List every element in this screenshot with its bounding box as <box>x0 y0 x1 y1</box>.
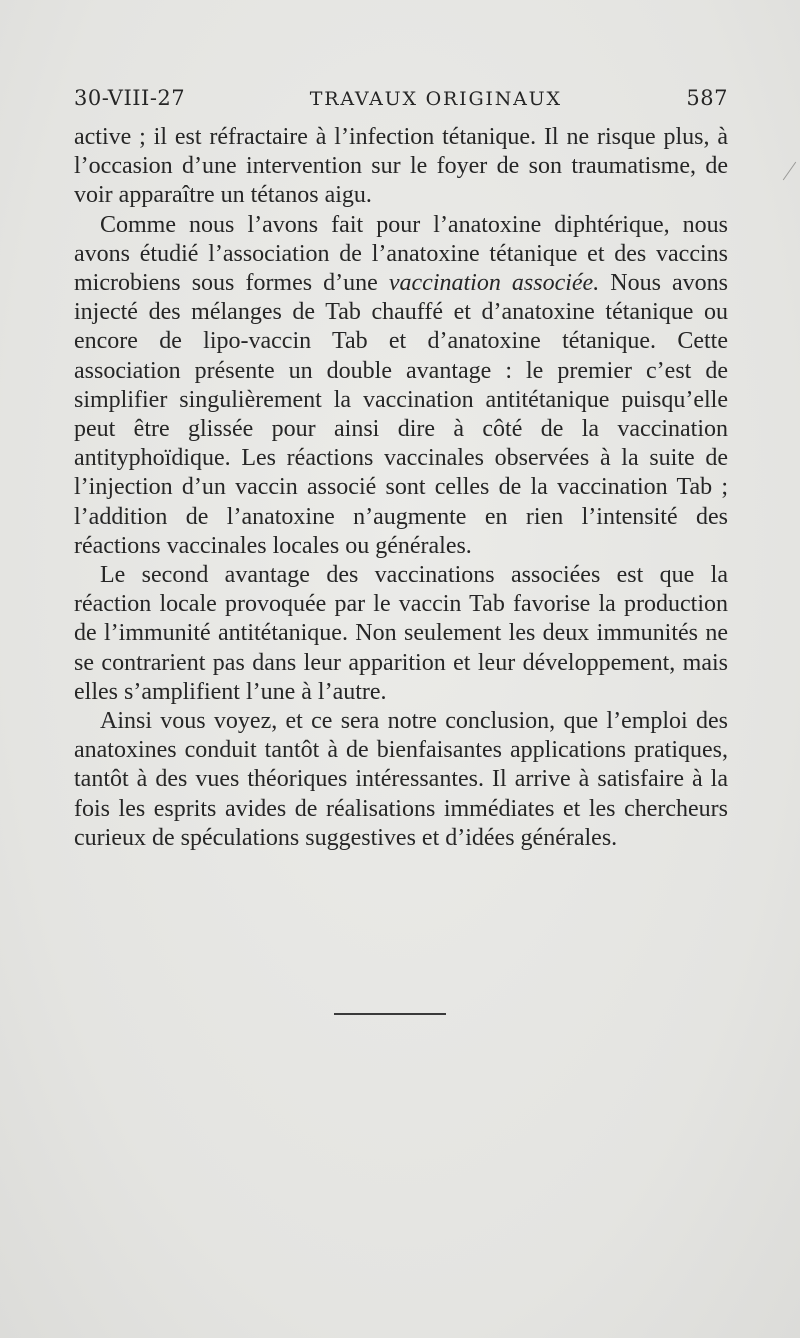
paragraph-continued: active ; il est réfractaire à l’infection tétanique. Il ne risque plus, à l’occasion d’une intervention sur le foyer de son traumatisme, de voir apparaître un tétanos aigu. <box>74 124 728 209</box>
paragraph-text: Nous avons injecté des mélanges de Tab chauffé et d’anatoxine tétanique ou encore de lipo-vaccin Tab et d’anatoxine tétanique. Cette association présente un double avantage : le premier c’est de simplifier singulièrement la vaccination antitétanique puisqu’elle peut être glissée pour ainsi dire à côté de la vaccination antityphoïdique. Les réactions vaccinales observées à la suite de l’injection d’un vaccin associé sont celles de la vaccination Tab ; l’addition de l’anatoxine n’augmente en rien l’intensité des réactions vaccinales locales ou générales. <box>74 270 729 559</box>
header-date: 30-VIII-27 <box>74 86 186 110</box>
header-section-title: TRAVAUX ORIGINAUX <box>309 88 562 110</box>
end-of-article-rule <box>334 1013 446 1015</box>
page-number: 587 <box>686 86 728 110</box>
margin-pencil-mark <box>783 162 796 181</box>
paragraph-associated-vaccination <box>74 211 728 561</box>
paragraph-text: Comme nous l’avons fait pour l’anatoxine diphtérique, nous avons étudié l’association de l’anatoxine tétanique et des vaccins microbiens sous formes d’une <box>74 211 728 297</box>
running-header <box>74 86 728 122</box>
italic-term: vaccination associée. <box>388 270 600 297</box>
body-text <box>74 123 728 853</box>
paragraph-conclusion: Ainsi vous voyez, et ce sera notre conclusion, que l’emploi des anatoxines conduit tantôt à de bienfaisantes applications pratiques, tantôt à des vues théoriques intéressantes. Il arrive à satisfaire à la fois les esprits avides de réalisations immédiates et les chercheurs curieux de spéculations suggestives et d’idées générales. <box>74 708 728 851</box>
paragraph-second-advantage: Le second avantage des vaccinations associées est que la réaction locale provoquée par le vaccin Tab favorise la production de l’immunité antitétanique. Non seulement les deux immunités ne se contrarient pas dans leur apparition et leur développement, mais elles s’amplifient l’une à l’autre. <box>74 562 728 705</box>
